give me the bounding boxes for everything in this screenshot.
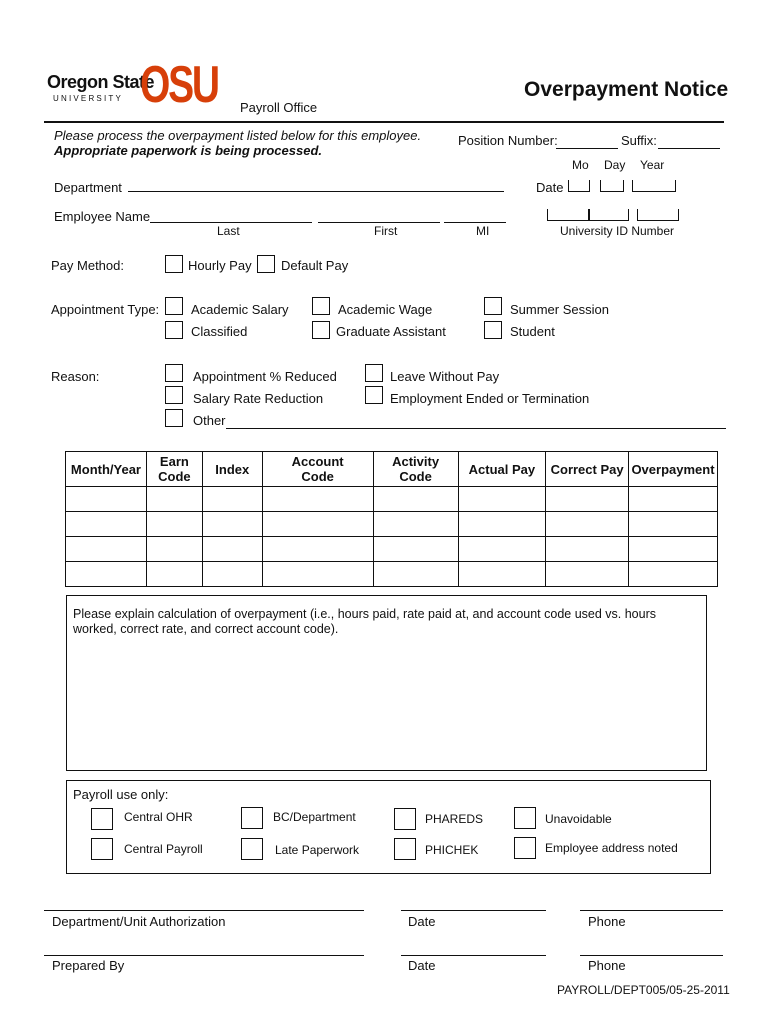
classified-label: Classified bbox=[191, 324, 248, 339]
late-paperwork-checkbox[interactable] bbox=[241, 838, 263, 860]
summer-session-label: Summer Session bbox=[510, 302, 609, 317]
phareds-label: PHAREDS bbox=[425, 812, 484, 826]
academic-salary-checkbox[interactable] bbox=[165, 297, 183, 315]
table-cell[interactable] bbox=[146, 562, 202, 587]
salary-rate-reduction-checkbox[interactable] bbox=[165, 386, 183, 404]
phareds-checkbox[interactable] bbox=[394, 808, 416, 830]
central-payroll-label: Central Payroll bbox=[124, 842, 203, 856]
leave-without-pay-checkbox[interactable] bbox=[365, 364, 383, 382]
explanation-line-1: Please explain calculation of overpayment (i.e., hours paid, rate paid at, and account code used vs. hours bbox=[73, 607, 656, 621]
phone2-line[interactable] bbox=[580, 955, 723, 956]
table-cell[interactable] bbox=[262, 512, 373, 537]
table-cell[interactable] bbox=[202, 487, 262, 512]
date-col-mo: Mo bbox=[572, 158, 589, 172]
reason-label: Reason: bbox=[51, 369, 100, 384]
other-label: Other bbox=[193, 413, 226, 428]
employee-first-field[interactable] bbox=[318, 222, 440, 223]
employee-last-field[interactable] bbox=[150, 222, 312, 223]
graduate-assistant-checkbox[interactable] bbox=[312, 321, 330, 339]
table-cell[interactable] bbox=[546, 487, 629, 512]
department-field[interactable] bbox=[128, 191, 504, 192]
col-activity-code: Activity Code bbox=[373, 452, 458, 487]
table-cell[interactable] bbox=[628, 487, 717, 512]
table-cell[interactable] bbox=[202, 512, 262, 537]
other-field[interactable] bbox=[226, 428, 726, 429]
table-cell[interactable] bbox=[373, 512, 458, 537]
col-index: Index bbox=[202, 452, 262, 487]
date-day-field[interactable] bbox=[600, 180, 624, 192]
default-pay-label: Default Pay bbox=[281, 258, 349, 273]
table-cell[interactable] bbox=[546, 562, 629, 587]
employee-address-label: Employee address noted bbox=[545, 841, 678, 855]
table-cell[interactable] bbox=[628, 562, 717, 587]
graduate-assistant-label: Graduate Assistant bbox=[336, 324, 446, 339]
table-cell[interactable] bbox=[373, 537, 458, 562]
table-cell[interactable] bbox=[262, 562, 373, 587]
appointment-reduced-label: Appointment % Reduced bbox=[193, 369, 337, 384]
table-row bbox=[66, 537, 718, 562]
logo-oregon-state: Oregon State bbox=[47, 72, 155, 92]
employee-mi-field[interactable] bbox=[444, 222, 506, 223]
academic-wage-label: Academic Wage bbox=[338, 302, 433, 317]
table-cell[interactable] bbox=[66, 512, 147, 537]
academic-wage-checkbox[interactable] bbox=[312, 297, 330, 315]
intro-line-2: Appropriate paperwork is being processed. bbox=[54, 143, 323, 158]
dept-auth-label: Department/Unit Authorization bbox=[52, 914, 226, 929]
col-month-year: Month/Year bbox=[66, 452, 147, 487]
logo-osu-mark: OSU bbox=[140, 56, 218, 114]
employment-ended-checkbox[interactable] bbox=[365, 386, 383, 404]
salary-rate-reduction-label: Salary Rate Reduction bbox=[193, 391, 324, 406]
table-cell[interactable] bbox=[628, 512, 717, 537]
pay-method-label: Pay Method: bbox=[51, 258, 124, 273]
uid-caption: University ID Number bbox=[560, 224, 675, 238]
table-cell[interactable] bbox=[373, 487, 458, 512]
other-checkbox[interactable] bbox=[165, 409, 183, 427]
date2-label: Date bbox=[408, 958, 436, 973]
academic-salary-label: Academic Salary bbox=[191, 302, 289, 317]
page-title: Overpayment Notice bbox=[524, 78, 729, 101]
leave-without-pay-label: Leave Without Pay bbox=[390, 369, 500, 384]
central-payroll-checkbox[interactable] bbox=[91, 838, 113, 860]
logo-university: UNIVERSITY bbox=[53, 94, 124, 103]
unavoidable-checkbox[interactable] bbox=[514, 807, 536, 829]
appointment-type-label: Appointment Type: bbox=[51, 302, 160, 317]
hourly-pay-checkbox[interactable] bbox=[165, 255, 183, 273]
date2-line[interactable] bbox=[401, 955, 546, 956]
col-earn-code: Earn Code bbox=[146, 452, 202, 487]
suffix-field[interactable] bbox=[658, 148, 720, 149]
col-actual-pay: Actual Pay bbox=[458, 452, 546, 487]
central-ohr-label: Central OHR bbox=[124, 810, 193, 824]
central-ohr-checkbox[interactable] bbox=[91, 808, 113, 830]
bc-department-checkbox[interactable] bbox=[241, 807, 263, 829]
explanation-line-2: worked, correct rate, and correct account code). bbox=[73, 622, 339, 636]
table-row bbox=[66, 487, 718, 512]
overpayment-table bbox=[65, 451, 718, 587]
classified-checkbox[interactable] bbox=[165, 321, 183, 339]
table-cell[interactable] bbox=[202, 537, 262, 562]
date-mo-field[interactable] bbox=[568, 180, 590, 192]
table-cell[interactable] bbox=[146, 537, 202, 562]
form-number: PAYROLL/DEPT005/05-25-2011 bbox=[557, 983, 730, 997]
phone2-label: Phone bbox=[588, 958, 626, 973]
table-row bbox=[66, 562, 718, 587]
header-divider bbox=[44, 121, 724, 123]
table-cell[interactable] bbox=[546, 512, 629, 537]
table-cell[interactable] bbox=[458, 562, 546, 587]
intro-line-1: Please process the overpayment listed below for this employee. bbox=[54, 128, 422, 143]
table-cell[interactable] bbox=[458, 512, 546, 537]
uid-field-1[interactable] bbox=[547, 209, 589, 221]
date-label: Date bbox=[536, 180, 564, 195]
uid-field-2[interactable] bbox=[589, 209, 629, 221]
date-col-day: Day bbox=[604, 158, 626, 172]
unavoidable-label: Unavoidable bbox=[545, 812, 612, 826]
position-number-field[interactable] bbox=[556, 148, 618, 149]
hourly-pay-label: Hourly Pay bbox=[188, 258, 252, 273]
prepared-by-signature-line[interactable] bbox=[44, 955, 364, 956]
table-cell[interactable] bbox=[66, 562, 147, 587]
table-cell[interactable] bbox=[66, 537, 147, 562]
col-correct-pay: Correct Pay bbox=[546, 452, 629, 487]
table-cell[interactable] bbox=[458, 487, 546, 512]
employee-first-caption: First bbox=[374, 224, 398, 238]
payroll-use-label: Payroll use only: bbox=[73, 787, 169, 802]
employment-ended-label: Employment Ended or Termination bbox=[390, 391, 590, 406]
uid-field-3[interactable] bbox=[637, 209, 679, 221]
table-cell[interactable] bbox=[146, 512, 202, 537]
table-row bbox=[66, 512, 718, 537]
employee-mi-caption: MI bbox=[476, 224, 490, 238]
appointment-reduced-checkbox[interactable] bbox=[165, 364, 183, 382]
date1-line[interactable] bbox=[401, 910, 546, 911]
suffix-label: Suffix: bbox=[621, 133, 657, 148]
employee-name-label: Employee Name bbox=[54, 209, 151, 224]
student-checkbox[interactable] bbox=[484, 321, 502, 339]
table-cell[interactable] bbox=[546, 537, 629, 562]
table-cell[interactable] bbox=[66, 487, 147, 512]
table-cell[interactable] bbox=[146, 487, 202, 512]
bc-department-label: BC/Department bbox=[273, 810, 356, 824]
col-account-code: Account Code bbox=[262, 452, 373, 487]
phichek-label: PHICHEK bbox=[425, 843, 479, 857]
date-year-field[interactable] bbox=[632, 180, 676, 192]
position-number-label: Position Number: bbox=[458, 133, 558, 148]
payroll-office: Payroll Office bbox=[240, 100, 318, 115]
table-cell[interactable] bbox=[628, 537, 717, 562]
date1-label: Date bbox=[408, 914, 436, 929]
phone1-line[interactable] bbox=[580, 910, 723, 911]
table-cell[interactable] bbox=[373, 562, 458, 587]
summer-session-checkbox[interactable] bbox=[484, 297, 502, 315]
table-cell[interactable] bbox=[262, 537, 373, 562]
table-cell[interactable] bbox=[458, 537, 546, 562]
prepared-by-label: Prepared By bbox=[52, 958, 125, 973]
date-col-year: Year bbox=[640, 158, 665, 172]
default-pay-checkbox[interactable] bbox=[257, 255, 275, 273]
phichek-checkbox[interactable] bbox=[394, 838, 416, 860]
student-label: Student bbox=[510, 324, 555, 339]
department-label: Department bbox=[54, 180, 122, 195]
table-cell[interactable] bbox=[262, 487, 373, 512]
col-overpayment: Overpayment bbox=[628, 452, 717, 487]
late-paperwork-label: Late Paperwork bbox=[275, 843, 360, 857]
employee-last-caption: Last bbox=[217, 224, 240, 238]
table-cell[interactable] bbox=[202, 562, 262, 587]
dept-auth-signature-line[interactable] bbox=[44, 910, 364, 911]
employee-address-checkbox[interactable] bbox=[514, 837, 536, 859]
phone1-label: Phone bbox=[588, 914, 626, 929]
